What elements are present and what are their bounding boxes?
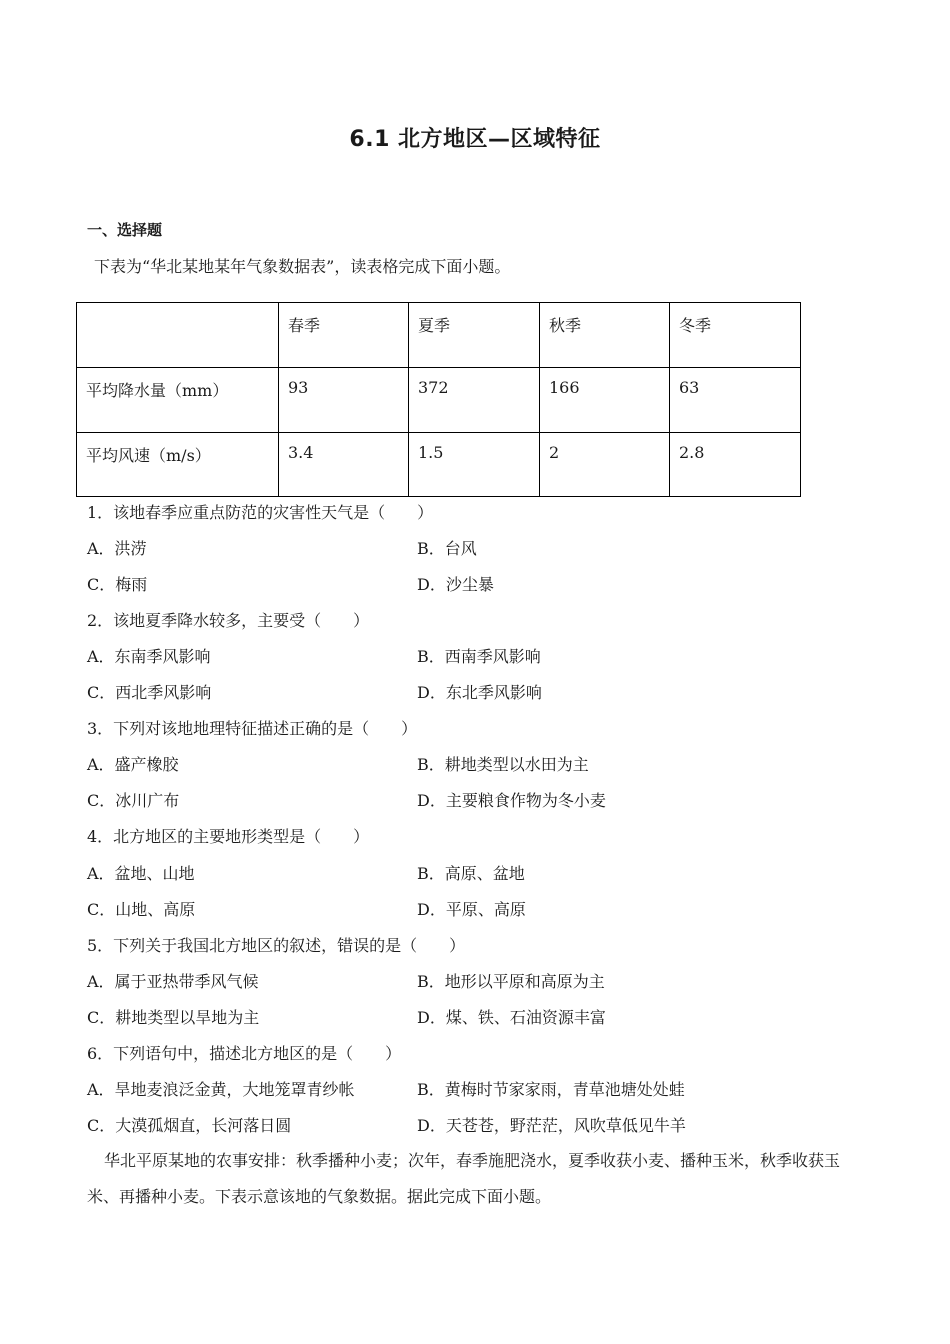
- option-a: A．东南季风影响: [87, 647, 211, 666]
- option-c: C．山地、高原: [87, 900, 196, 919]
- option-a: A．旱地麦浪泛金黄，大地笼罩青纱帐: [87, 1080, 355, 1099]
- option-d: D．天苍苍，野茫茫，风吹草低见牛羊: [417, 1116, 686, 1135]
- table-cell: 166: [540, 368, 670, 433]
- option-a: A．洪涝: [87, 539, 147, 558]
- table-header-cell: 秋季: [540, 303, 670, 368]
- question-stem: 5．下列关于我国北方地区的叙述，错误的是（ ）: [87, 936, 466, 955]
- question-stem: 2．该地夏季降水较多，主要受（ ）: [87, 611, 370, 630]
- option-b: B．黄梅时节家家雨，青草池塘处处蛙: [417, 1080, 685, 1099]
- section-heading: 一、选择题: [87, 221, 163, 239]
- table-header-row: [77, 303, 801, 368]
- option-c: C．梅雨: [87, 575, 148, 594]
- table-cell: 2: [540, 433, 670, 497]
- weather-data-table: [76, 302, 801, 497]
- option-b: B．台风: [417, 539, 477, 558]
- question-stem: 4．北方地区的主要地形类型是（ ）: [87, 827, 370, 846]
- table-cell: 372: [409, 368, 540, 433]
- page-title: 6.1 北方地区—区域特征: [349, 127, 601, 152]
- option-c: C．西北季风影响: [87, 683, 212, 702]
- option-a: A．盆地、山地: [87, 864, 195, 883]
- table-cell: 2.8: [670, 433, 801, 497]
- option-d: D．平原、高原: [417, 900, 526, 919]
- option-b: B．地形以平原和高原为主: [417, 972, 605, 991]
- option-d: D．沙尘暴: [417, 575, 494, 594]
- option-d: D．主要粮食作物为冬小麦: [417, 791, 606, 810]
- option-c: C．大漠孤烟直，长河落日圆: [87, 1116, 292, 1135]
- table-header-cell: [77, 303, 279, 368]
- option-d: D．东北季风影响: [417, 683, 542, 702]
- table-row: [77, 433, 801, 497]
- table-header-cell: 冬季: [670, 303, 801, 368]
- option-a: A．属于亚热带季风气候: [87, 972, 259, 991]
- option-a: A．盛产橡胶: [87, 755, 179, 774]
- option-d: D．煤、铁、石油资源丰富: [417, 1008, 606, 1027]
- table-header-cell: 夏季: [409, 303, 540, 368]
- question-stem: 6．下列语句中，描述北方地区的是（ ）: [87, 1044, 402, 1063]
- closing-paragraph: 华北平原某地的农事安排：秋季播种小麦；次年，春季施肥浇水，夏季收获小麦、播种玉米，秋季收获玉米、再播种小麦。下表示意该地的气象数据。据此完成下面小题。: [87, 1151, 841, 1206]
- table-intro: 下表为“华北某地某年气象数据表”，读表格完成下面小题。: [94, 257, 511, 276]
- option-b: B．耕地类型以水田为主: [417, 755, 589, 774]
- table-cell: 3.4: [279, 433, 409, 497]
- option-c: C．耕地类型以旱地为主: [87, 1008, 260, 1027]
- option-b: B．高原、盆地: [417, 864, 525, 883]
- table-cell: 平均降水量（mm）: [77, 368, 279, 433]
- table-cell: 93: [279, 368, 409, 433]
- table-header-cell: 春季: [279, 303, 409, 368]
- table-cell: 63: [670, 368, 801, 433]
- question-stem: 3．下列对该地地理特征描述正确的是（ ）: [87, 719, 418, 738]
- option-c: C．冰川广布: [87, 791, 180, 810]
- table-row: [77, 368, 801, 433]
- question-stem: 1．该地春季应重点防范的灾害性天气是（ ）: [87, 503, 434, 522]
- table-cell: 1.5: [409, 433, 540, 497]
- table-cell: 平均风速（m/s）: [77, 433, 279, 497]
- option-b: B．西南季风影响: [417, 647, 541, 666]
